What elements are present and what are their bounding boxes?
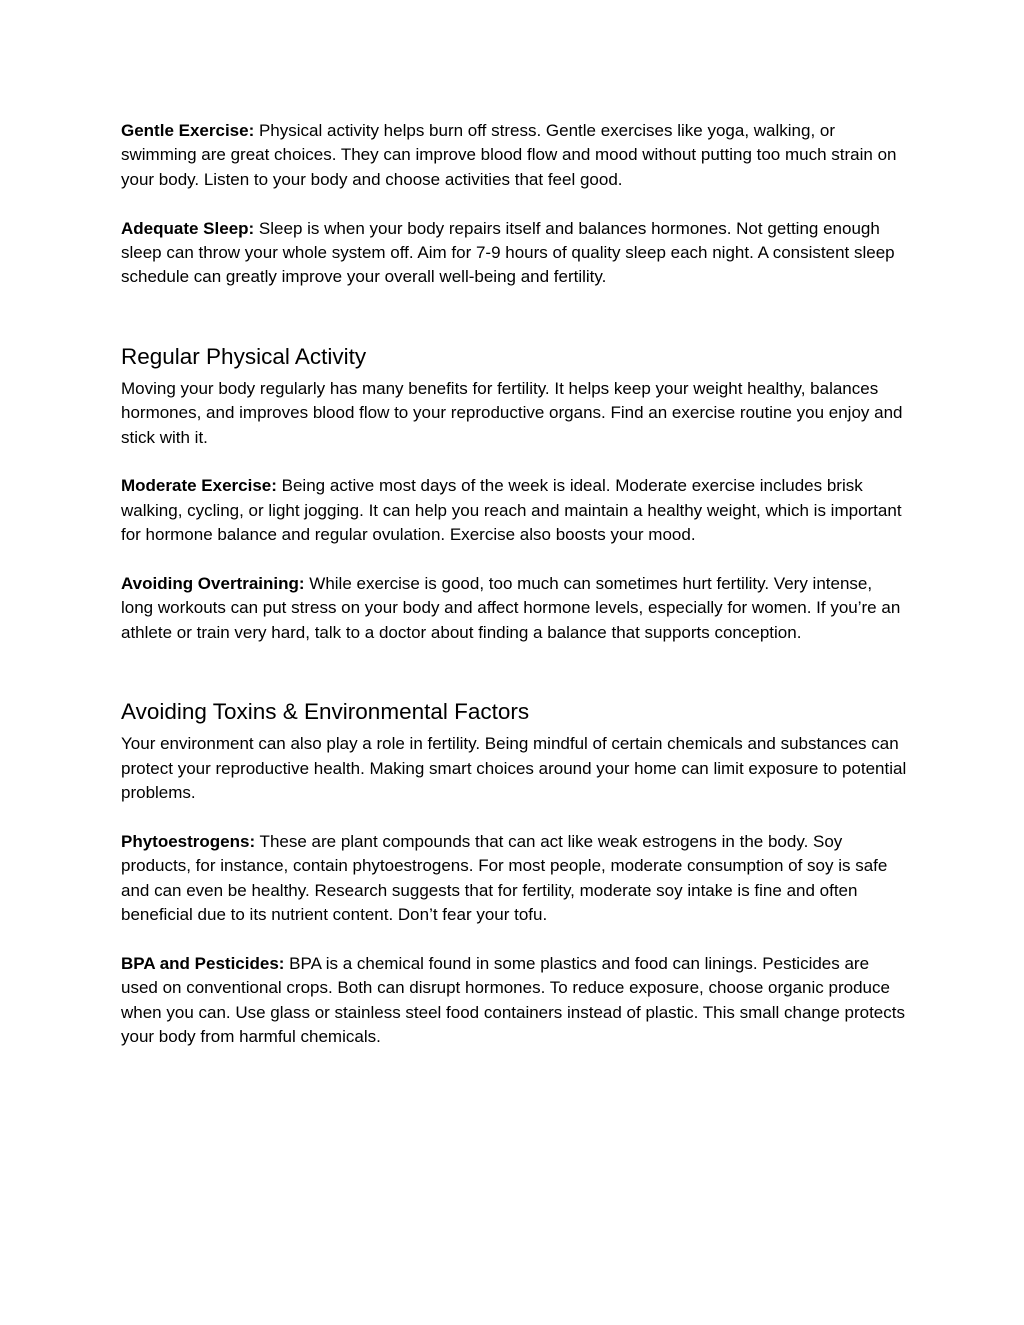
term: Gentle Exercise: — [121, 121, 255, 140]
term: Avoiding Overtraining: — [121, 574, 305, 594]
term: Moderate Exercise: — [121, 476, 277, 496]
paragraph-bpa-pesticides: BPA and Pesticides: BPA is a chemical found in some plastics and food can linings. Pesticides are used on conventional crops. Both can disrupt hormones. To reduce exposure, choose organic produce when you can. Use glass or stainless steel food containers instead of plastic. This small change protects your body from harmful chemicals. — [121, 953, 905, 1047]
term: Adequate Sleep: — [121, 218, 255, 238]
paragraph-avoiding-overtraining: Avoiding Overtraining: While exercise is good, too much can sometimes hurt fertility. Very intense, long workouts can put stress on your body and affect hormone levels, especially for women. If you’re an athlete or train very hard, talk to a doctor about finding a balance that supports conception. — [121, 574, 901, 642]
paragraph-phytoestrogens: Phytoestrogens: These are plant compounds that can act like weak estrogens in the body. Soy products, for instance, contain phytoestrogens. For most people, moderate consumption of soy is safe and can even be healthy. Research suggests that for fertility, moderate soy intake is fine and often beneficial due to its nutrient content. Don’t fear your tofu. — [121, 831, 888, 925]
section-heading-physical-activity: Regular Physical Activity — [121, 343, 367, 369]
section-heading-toxins: Avoiding Toxins & Environmental Factors — [121, 699, 530, 725]
paragraph-adequate-sleep: Adequate Sleep: Sleep is when your body repairs itself and balances hormones. Not getting enough sleep can throw your whole system off. Aim for 7-9 hours of quality sleep each night. A consistent sleep schedule can greatly improve your overall well-being and fertility. — [121, 218, 895, 287]
term: BPA and Pesticides: — [121, 953, 285, 973]
section-intro: Your environment can also play a role in fertility. Being mindful of certain chemicals and substances can protect your reproductive health. Making smart choices around your home can limit exposure to potential problems. — [121, 734, 907, 803]
paragraph-gentle-exercise: Gentle Exercise: Physical activity helps burn off stress. Gentle exercises like yoga, walking, or swimming are great choices. They can improve blood flow and mood without putting too much strain on your body. Listen to your body and choose activities that feel good. — [121, 121, 897, 189]
paragraph-moderate-exercise: Moderate Exercise: Being active most days of the week is ideal. Moderate exercise includes brisk walking, cycling, or light jogging. It can help you reach and maintain a healthy weight, which is important for hormone balance and regular ovulation. Exercise also boosts your mood. — [121, 476, 902, 545]
term: Phytoestrogens: — [121, 831, 256, 851]
section-intro: Moving your body regularly has many benefits for fertility. It helps keep your weight healthy, balances hormones, and improves blood flow to your reproductive organs. Find an exercise routine you enjoy and stick with it. — [121, 378, 903, 447]
document-body — [121, 119, 907, 1050]
